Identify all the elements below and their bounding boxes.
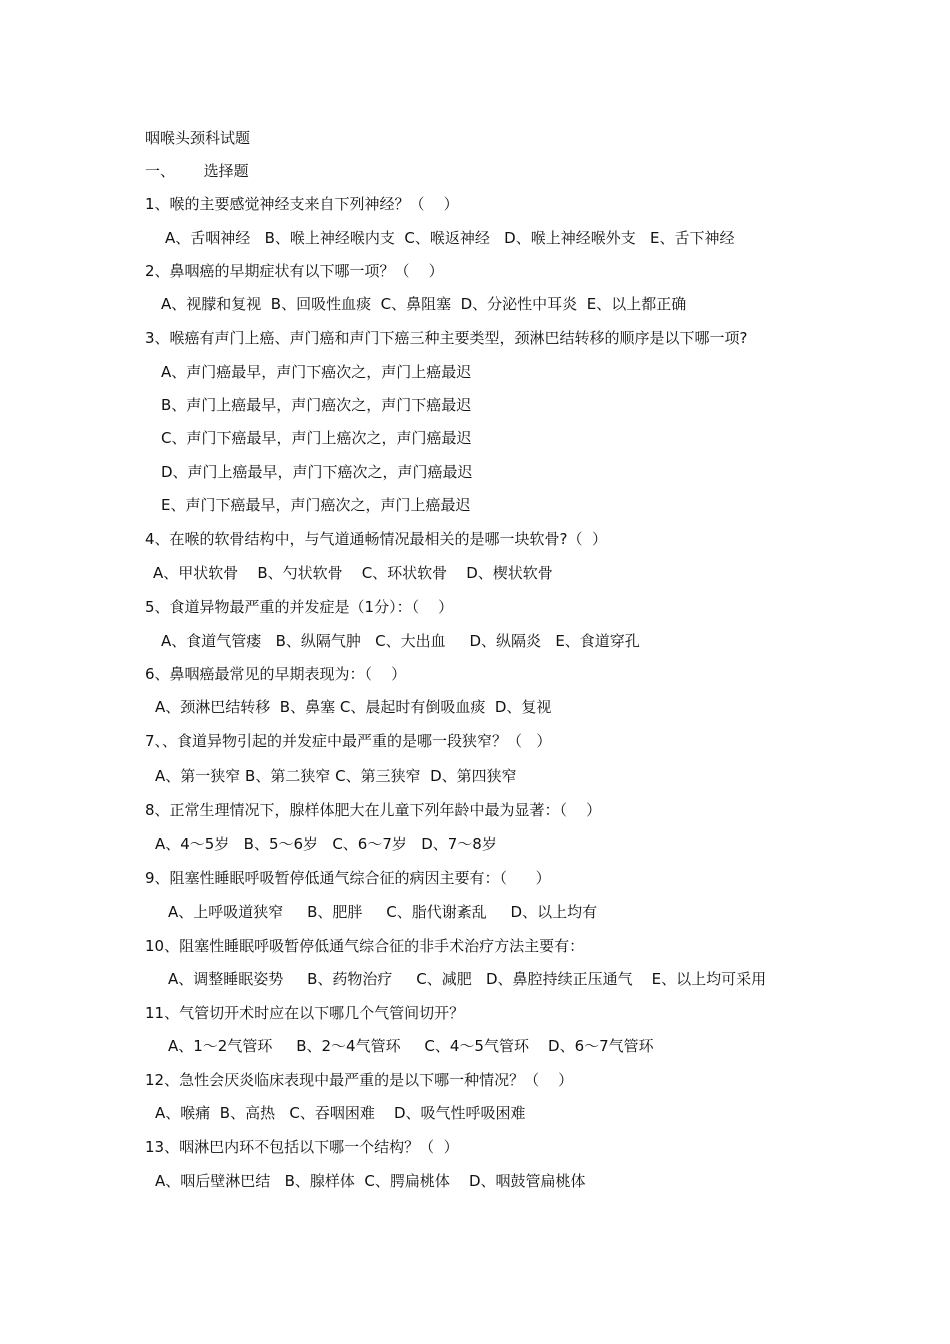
question-13: 13、咽淋巴内环不包括以下哪一个结构？（ ） bbox=[145, 1138, 459, 1156]
options-7: A、第一狭窄 B、第二狭窄 C、第三狭窄 D、第四狭窄 bbox=[155, 767, 517, 785]
question-7: 7、、食道异物引起的并发症中最严重的是哪一段狭窄？（ ） bbox=[145, 732, 552, 750]
document-title: 咽喉头颈科试题 bbox=[145, 129, 251, 147]
question-2: 2、鼻咽癌的早期症状有以下哪一项？（ ） bbox=[145, 262, 444, 280]
options-4: A、甲状软骨 B、勺状软骨 C、环状软骨 D、楔状软骨 bbox=[153, 564, 553, 582]
question-4: 4、在喉的软骨结构中，与气道通畅情况最相关的是哪一块软骨?（ ） bbox=[145, 530, 608, 548]
question-12: 12、急性会厌炎临床表现中最严重的是以下哪一种情况？（ ） bbox=[145, 1071, 574, 1089]
option-3c: C、声门下癌最早，声门上癌次之，声门癌最迟 bbox=[161, 429, 472, 447]
question-10: 10、阻塞性睡眠呼吸暂停低通气综合征的非手术治疗方法主要有： bbox=[145, 937, 585, 955]
section-heading: 一、 选择题 bbox=[145, 162, 249, 180]
options-11: A、1～2气管环 B、2～4气管环 C、4～5气管环 D、6～7气管环 bbox=[168, 1037, 654, 1055]
option-3e: E、声门下癌最早，声门癌次之，声门上癌最迟 bbox=[161, 496, 471, 514]
question-1: 1、喉的主要感觉神经支来自下列神经？（ ） bbox=[145, 195, 459, 213]
question-8: 8、正常生理情况下，腺样体肥大在儿童下列年龄中最为显著：（ ） bbox=[145, 801, 602, 819]
options-8: A、4～5岁 B、5～6岁 C、6～7岁 D、7～8岁 bbox=[155, 835, 497, 853]
question-9: 9、阻塞性睡眠呼吸暂停低通气综合征的病因主要有：（ ） bbox=[145, 869, 551, 887]
options-9: A、上呼吸道狭窄 B、肥胖 C、脂代谢紊乱 D、以上均有 bbox=[168, 903, 598, 921]
options-1: A、舌咽神经 B、喉上神经喉内支 C、喉返神经 D、喉上神经喉外支 E、舌下神经 bbox=[165, 229, 735, 247]
options-13: A、咽后壁淋巴结 B、腺样体 C、腭扁桃体 D、咽鼓管扁桃体 bbox=[155, 1172, 586, 1190]
option-3a: A、声门癌最早，声门下癌次之，声门上癌最迟 bbox=[161, 363, 472, 381]
options-5: A、食道气管瘘 B、纵隔气肿 C、大出血 D、纵隔炎 E、食道穿孔 bbox=[161, 632, 640, 650]
options-12: A、喉痛 B、高热 C、吞咽困难 D、吸气性呼吸困难 bbox=[155, 1104, 526, 1122]
options-6: A、颈淋巴结转移 B、鼻塞 C、晨起时有倒吸血痰 D、复视 bbox=[155, 698, 552, 716]
option-3d: D、声门上癌最早，声门下癌次之，声门癌最迟 bbox=[161, 463, 473, 481]
question-11: 11、气管切开术时应在以下哪几个气管间切开？ bbox=[145, 1004, 465, 1022]
option-3b: B、声门上癌最早，声门癌次之，声门下癌最迟 bbox=[161, 396, 472, 414]
question-5: 5、食道异物最严重的并发症是（1分）：（ ） bbox=[145, 598, 454, 616]
question-6: 6、鼻咽癌最常见的早期表现为：（ ） bbox=[145, 665, 407, 683]
options-2: A、视朦和复视 B、回吸性血痰 C、鼻阻塞 D、分泌性中耳炎 E、以上都正确 bbox=[161, 295, 687, 313]
options-10: A、调整睡眠姿势 B、药物治疗 C、减肥 D、鼻腔持续正压通气 E、以上均可采用 bbox=[168, 970, 767, 988]
question-3: 3、喉癌有声门上癌、声门癌和声门下癌三种主要类型，颈淋巴结转移的顺序是以下哪一项? bbox=[145, 329, 748, 347]
